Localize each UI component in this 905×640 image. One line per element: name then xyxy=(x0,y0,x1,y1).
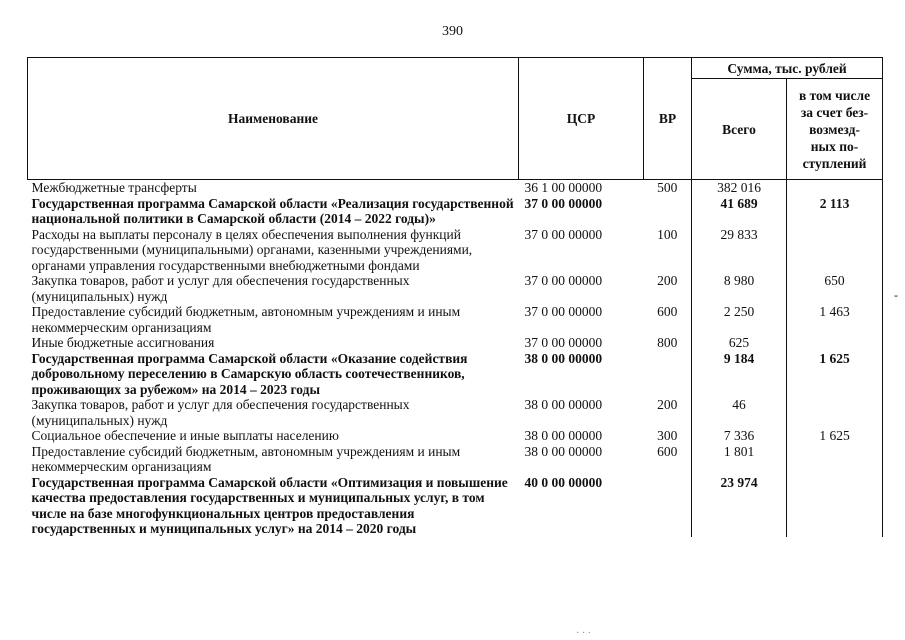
row-including xyxy=(787,475,883,537)
row-name: Межбюджетные трансферты xyxy=(31,180,197,195)
row-vr: 300 xyxy=(657,428,678,443)
row-csr: 38 0 00 00000 xyxy=(524,350,603,366)
row-csr: 38 0 00 00000 xyxy=(524,443,603,459)
row-total: 2 250 xyxy=(692,304,787,335)
row-including: 650 xyxy=(787,273,883,304)
row-including: 1 625 xyxy=(787,428,883,444)
row-total: 382 016 xyxy=(692,180,787,196)
row-total: 1 801 xyxy=(692,444,787,475)
page-number: 390 xyxy=(442,24,463,39)
row-vr xyxy=(644,351,692,398)
table-row xyxy=(28,180,883,196)
header-including-line: в том числе xyxy=(798,87,871,103)
header-including-line: ступлений xyxy=(802,155,867,171)
header-including-line: за счет без- xyxy=(800,104,869,120)
row-vr: 600 xyxy=(657,304,678,319)
table-body xyxy=(28,180,883,537)
row-name: Расходы на выплаты персоналу в целях обеспечения выполнения функций государственными (муниципальными) органами, казенными учреждениями, органами управления государственными внебюджетными фондами xyxy=(31,226,473,273)
table-row xyxy=(28,428,883,444)
row-total: 625 xyxy=(692,335,787,351)
row-including: 1 625 xyxy=(787,351,883,398)
row-including xyxy=(787,180,883,196)
row-name: Социальное обеспечение и иные выплаты населению xyxy=(31,428,339,443)
row-including: 2 113 xyxy=(787,196,883,227)
row-csr: 37 0 00 00000 xyxy=(524,335,603,350)
row-total: 9 184 xyxy=(692,351,787,398)
row-vr: 600 xyxy=(657,443,678,459)
header-csr: ЦСР xyxy=(519,58,644,180)
header-name: Наименование xyxy=(28,58,519,180)
row-total: 29 833 xyxy=(692,227,787,274)
header-including-line: ных по- xyxy=(810,138,859,154)
row-csr: 37 0 00 00000 xyxy=(524,304,603,319)
row-vr: 800 xyxy=(657,335,678,350)
row-including xyxy=(787,397,883,428)
row-total: 8 980 xyxy=(692,273,787,304)
row-name: Предоставление субсидий бюджетным, автономным учреждениям и иным некоммерческим организациям xyxy=(31,443,461,474)
scan-artifact: · · · xyxy=(576,628,591,639)
table-header xyxy=(28,58,883,180)
row-including: 1 463 xyxy=(787,304,883,335)
margin-mark: - xyxy=(894,288,898,302)
table-row xyxy=(28,196,883,227)
table-row xyxy=(28,397,883,428)
row-vr: 200 xyxy=(657,397,678,412)
row-name: Государственная программа Самарской области «Реализация государственной национальной политики в Самарской области (2014 – 2022 годы)» xyxy=(31,195,514,226)
row-name: Иные бюджетные ассигнования xyxy=(31,335,215,350)
row-csr: 37 0 00 00000 xyxy=(524,273,603,288)
header-total: Всего xyxy=(692,79,787,180)
row-csr: 37 0 00 00000 xyxy=(524,195,603,211)
row-csr: 36 1 00 00000 xyxy=(524,180,603,195)
row-vr xyxy=(644,475,692,537)
row-name: Государственная программа Самарской области «Оптимизация и повышение качества предоставления государственных и муниципальных услуг, в том числе на базе многофункциональных центров предоставления государственных и муниципальных услуг» на 2014 – 2020 годы xyxy=(31,474,508,536)
table-row xyxy=(28,304,883,335)
table-row xyxy=(28,273,883,304)
budget-table xyxy=(27,57,883,537)
row-vr: 500 xyxy=(657,180,678,195)
header-sum-group: Сумма, тыс. рублей xyxy=(692,58,883,79)
table-row xyxy=(28,444,883,475)
row-total: 23 974 xyxy=(692,475,787,537)
row-csr: 38 0 00 00000 xyxy=(524,397,603,412)
row-name: Закупка товаров, работ и услуг для обеспечения государственных (муниципальных) нужд xyxy=(31,273,410,304)
row-vr xyxy=(644,196,692,227)
row-including xyxy=(787,227,883,274)
table-row xyxy=(28,475,883,537)
header-vr: ВР xyxy=(644,58,692,180)
table-row xyxy=(28,227,883,274)
header-including xyxy=(787,79,883,180)
row-csr: 40 0 00 00000 xyxy=(524,474,603,490)
row-name: Государственная программа Самарской области «Оказание содействия добровольному переселению в Самарскую область соотечественников, проживающих за рубежом» на 2014 – 2023 годы xyxy=(31,350,468,397)
row-name: Закупка товаров, работ и услуг для обеспечения государственных (муниципальных) нужд xyxy=(31,397,410,428)
header-including-line: возмезд- xyxy=(809,121,860,137)
row-name: Предоставление субсидий бюджетным, автономным учреждениям и иным некоммерческим организациям xyxy=(31,304,461,335)
row-csr: 38 0 00 00000 xyxy=(524,428,603,443)
row-vr: 100 xyxy=(657,226,678,242)
row-including xyxy=(787,444,883,475)
table-row xyxy=(28,351,883,398)
row-total: 41 689 xyxy=(692,196,787,227)
table-row xyxy=(28,335,883,351)
row-total: 46 xyxy=(692,397,787,428)
row-csr: 37 0 00 00000 xyxy=(524,226,603,242)
row-total: 7 336 xyxy=(692,428,787,444)
row-vr: 200 xyxy=(657,273,678,288)
row-including xyxy=(787,335,883,351)
